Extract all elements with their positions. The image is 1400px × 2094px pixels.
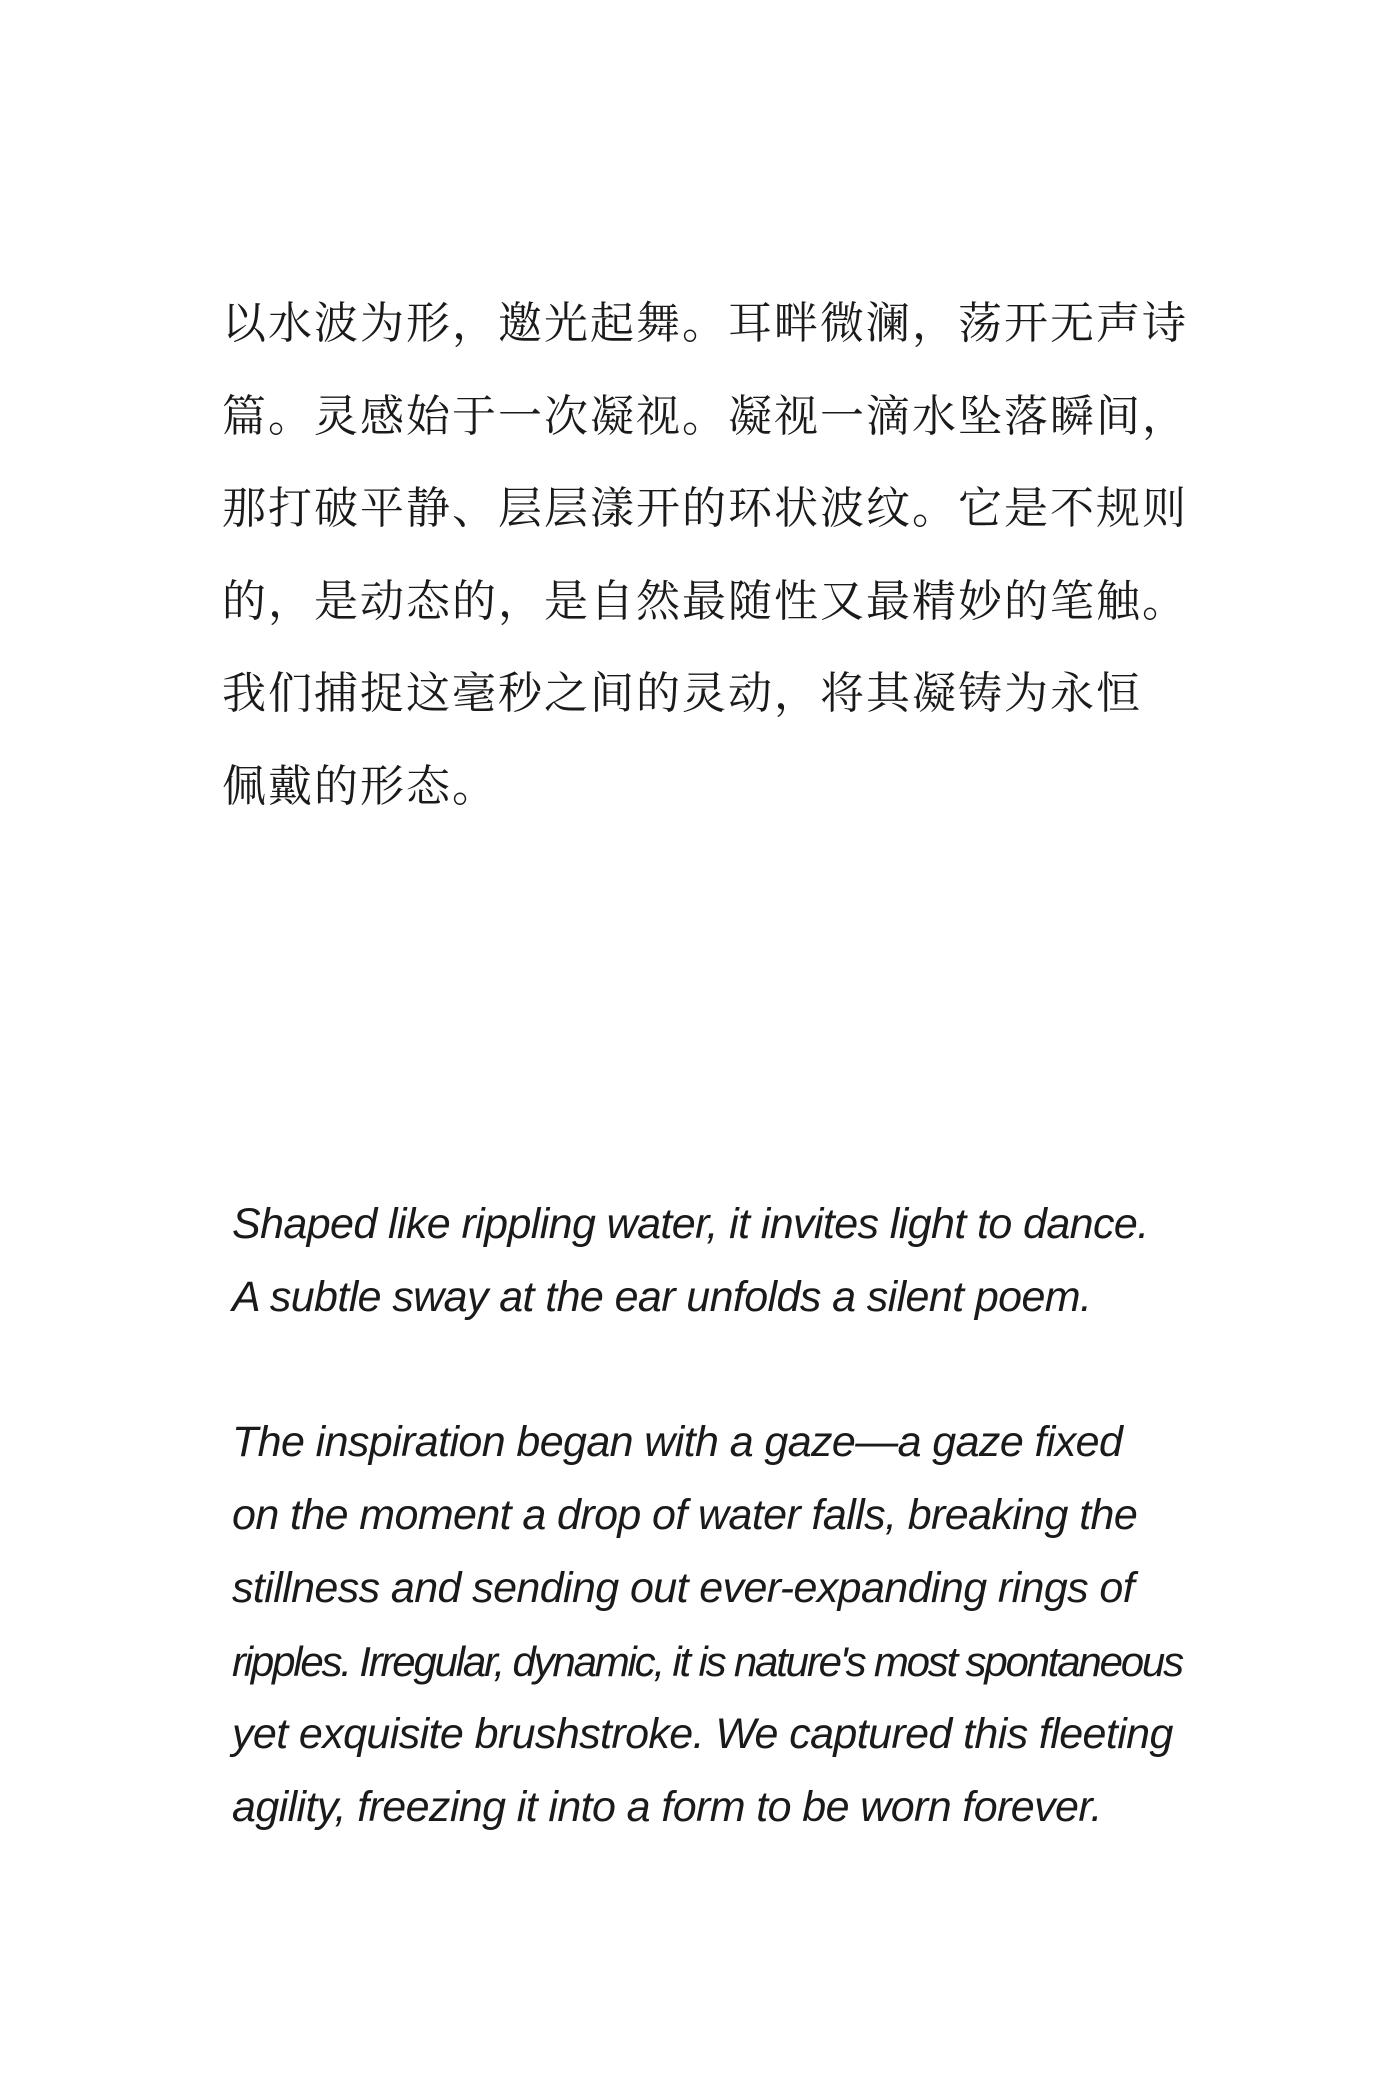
english-line: on the moment a drop of water falls, breaking the [232, 1491, 1138, 1539]
english-line: stillness and sending out ever-expanding rings of [232, 1564, 1135, 1612]
english-line: ripples. Irregular, dynamic, it is nature's most spontaneous [232, 1638, 1182, 1685]
chinese-line: 以水波为形，邀光起舞。耳畔微澜，荡开无声诗 [222, 298, 1188, 349]
english-description [232, 1406, 1212, 1844]
english-line: yet exquisite brushstroke. We captured this fleeting [232, 1710, 1173, 1758]
english-intro [232, 1188, 1212, 1334]
english-line: The inspiration began with a gaze—a gaze fixed [232, 1418, 1123, 1466]
english-line: Shaped like rippling water, it invites light to dance. [232, 1200, 1149, 1248]
chinese-description [222, 278, 1188, 833]
chinese-line: 的，是动态的，是自然最随性又最精妙的笔触。 [222, 575, 1188, 627]
chinese-line: 那打破平静、层层漾开的环状波纹。它是不规则 [222, 483, 1188, 534]
english-line: A subtle sway at the ear unfolds a silent poem. [232, 1273, 1092, 1321]
english-line: agility, freezing it into a form to be worn forever. [232, 1783, 1102, 1831]
chinese-line: 我们捕捉这毫秒之间的灵动，将其凝铸为永恒 [222, 668, 1142, 719]
chinese-line: 佩戴的形态。 [222, 760, 498, 812]
chinese-line: 篇。灵感始于一次凝视。凝视一滴水坠落瞬间， [222, 390, 1188, 442]
